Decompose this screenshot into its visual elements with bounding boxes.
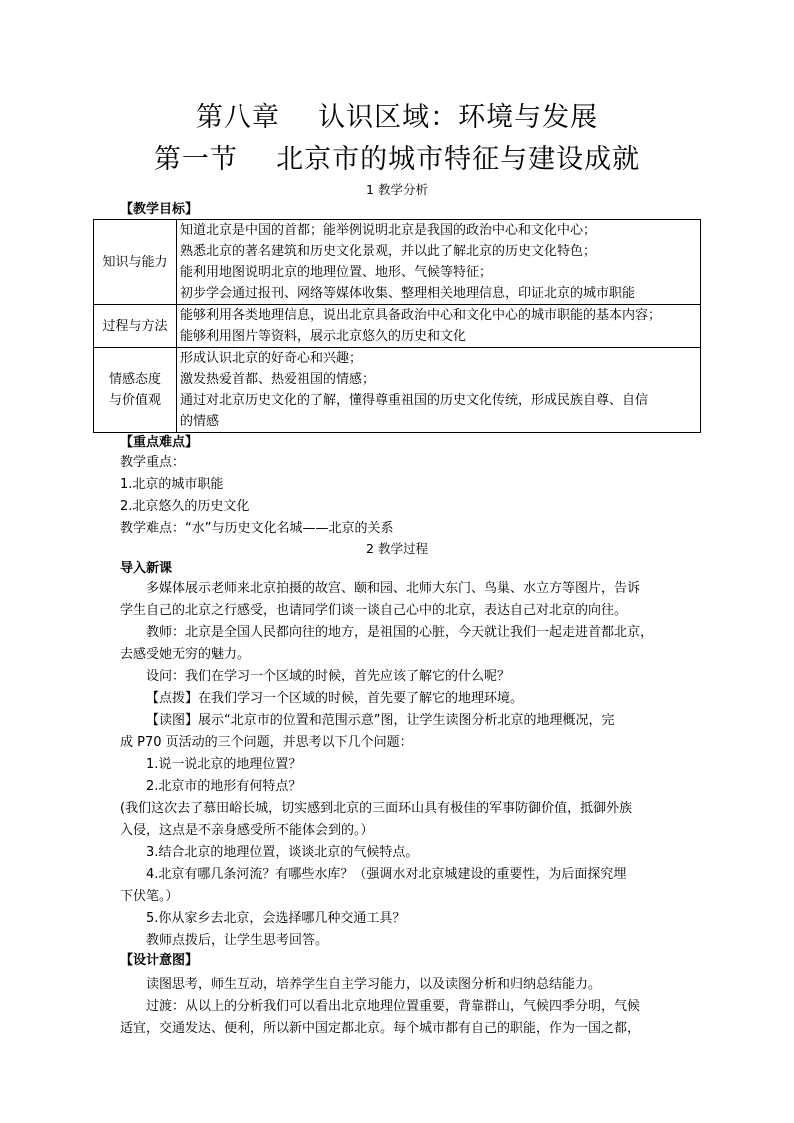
objective-line: 能够利用各类地理信息，说出北京具备政治中心和文化中心的城市职能的基本内容； <box>180 308 662 323</box>
intro-paragraph: 【点拨】在我们学习一个区域的时候，首先要了解它的地理环境。 <box>146 691 524 706</box>
objectives-heading: 【教学目标】 <box>120 202 199 217</box>
key-points-label: 教学重点： <box>120 455 186 470</box>
objective-row-attitude <box>94 348 701 433</box>
intro-paragraph: 【读图】展示“北京市的位置和范围示意”图，让学生读图分析北京的地理概况，完 <box>146 713 615 728</box>
difficulty-text: 教学难点：“水”与历史文化名城——北京的关系 <box>120 521 394 536</box>
category-label: 过程与方法 <box>102 318 168 334</box>
transition-text-cont: 适宜，交通发达、便利，所以新中国定都北京。每个城市都有自己的职能，作为一国之都， <box>120 1021 641 1036</box>
objective-content <box>177 348 701 433</box>
objective-content <box>177 305 701 348</box>
intro-heading: 导入新课 <box>120 561 173 576</box>
objective-line: 能够利用图片等资料，展示北京悠久的历史和文化 <box>180 329 467 344</box>
category-label: 知识与能力 <box>102 254 168 270</box>
question-item: 2.北京市的地形有何特点？ <box>146 779 302 794</box>
transition-text: 过渡：从以上的分析我们可以看出北京地理位置重要，背靠群山，气候四季分明，气候 <box>146 999 641 1014</box>
question-item: 3.结合北京的地理位置，谈谈北京的气候特点。 <box>146 845 419 860</box>
question-item: 1.说一说北京的地理位置？ <box>146 757 302 772</box>
objective-line: 知道北京是中国的首都；能举例说明北京是我国的政治中心和文化中心； <box>180 223 597 238</box>
intro-paragraph-cont: 成 P70 页活动的三个问题，并思考以下几个问题： <box>120 735 413 750</box>
question-note: 入侵，这点是不亲身感受所不能体会到的。） <box>120 823 374 838</box>
question-item: 5.你从家乡去北京，会选择哪几种交通工具？ <box>146 911 406 926</box>
objective-line: 形成认识北京的好奇心和兴趣； <box>180 351 363 366</box>
objectives-table <box>93 219 701 433</box>
objective-line: 初步学会通过报刊、网络等媒体收集、整理相关地理信息，印证北京的城市职能 <box>180 286 636 301</box>
teacher-hint: 教师点拨后，让学生思考回答。 <box>146 933 329 948</box>
objective-line: 通过对北京历史文化的了解，懂得尊重祖国的历史文化传统，形成民族自尊、自信 <box>180 393 649 408</box>
intro-paragraph-cont: 去感受她无穷的魅力。 <box>120 647 251 662</box>
objective-row-process <box>94 305 701 348</box>
part1-heading: 1 教学分析 <box>366 182 428 197</box>
intro-paragraph: 多媒体展示老师来北京拍摄的故宫、颐和园、北师大东门、鸟巢、水立方等图片，告诉 <box>146 581 641 596</box>
question-note: (我们这次去了慕田峪长城，切实感到北京的三面环山具有极佳的军事防御价值，抵御外族 <box>120 801 633 816</box>
objective-category <box>94 305 177 348</box>
question-item-cont: 下伏笔。） <box>120 889 179 904</box>
intro-paragraph: 教师：北京是全国人民都向往的地方，是祖国的心脏，今天就让我们一起走进首都北京， <box>146 625 654 640</box>
objective-row-knowledge <box>94 220 701 305</box>
objective-line: 能利用地图说明北京的地理位置、地形、气候等特征； <box>180 265 493 280</box>
section-title: 第一节 北京市的城市特征与建设成就 <box>153 144 641 175</box>
category-label: 与价值观 <box>108 393 161 408</box>
category-label: 情感态度 <box>108 372 161 387</box>
objective-line: 的情感 <box>180 414 220 429</box>
design-heading: 【设计意图】 <box>120 953 199 968</box>
key-point-item: 1.北京的城市职能 <box>120 477 224 492</box>
objective-line: 熟悉北京的著名建筑和历史文化景观，并以此了解北京的历史文化特色； <box>180 244 597 259</box>
design-text: 读图思考，师生互动，培养学生自主学习能力，以及读图分析和归纳总结能力。 <box>146 977 602 992</box>
question-item: 4.北京有哪几条河流？有哪些水库？（强调水对北京城建设的重要性，为后面探究埋 <box>146 867 627 882</box>
objective-category <box>94 220 177 305</box>
objective-content <box>177 220 701 305</box>
intro-paragraph: 设问：我们在学习一个区域的时候，首先应该了解它的什么呢？ <box>146 669 511 684</box>
chapter-title: 第八章 认识区域：环境与发展 <box>195 102 599 133</box>
part2-heading: 2 教学过程 <box>366 541 428 556</box>
objective-line: 激发热爱首都、热爱祖国的情感； <box>180 372 376 387</box>
key-points-heading: 【重点难点】 <box>120 435 199 450</box>
intro-paragraph-cont: 学生自己的北京之行感受，也请同学们谈一谈自己心中的北京，表达自己对北京的向往。 <box>120 603 628 618</box>
objective-category <box>94 348 177 433</box>
key-point-item: 2.北京悠久的历史文化 <box>120 499 250 514</box>
